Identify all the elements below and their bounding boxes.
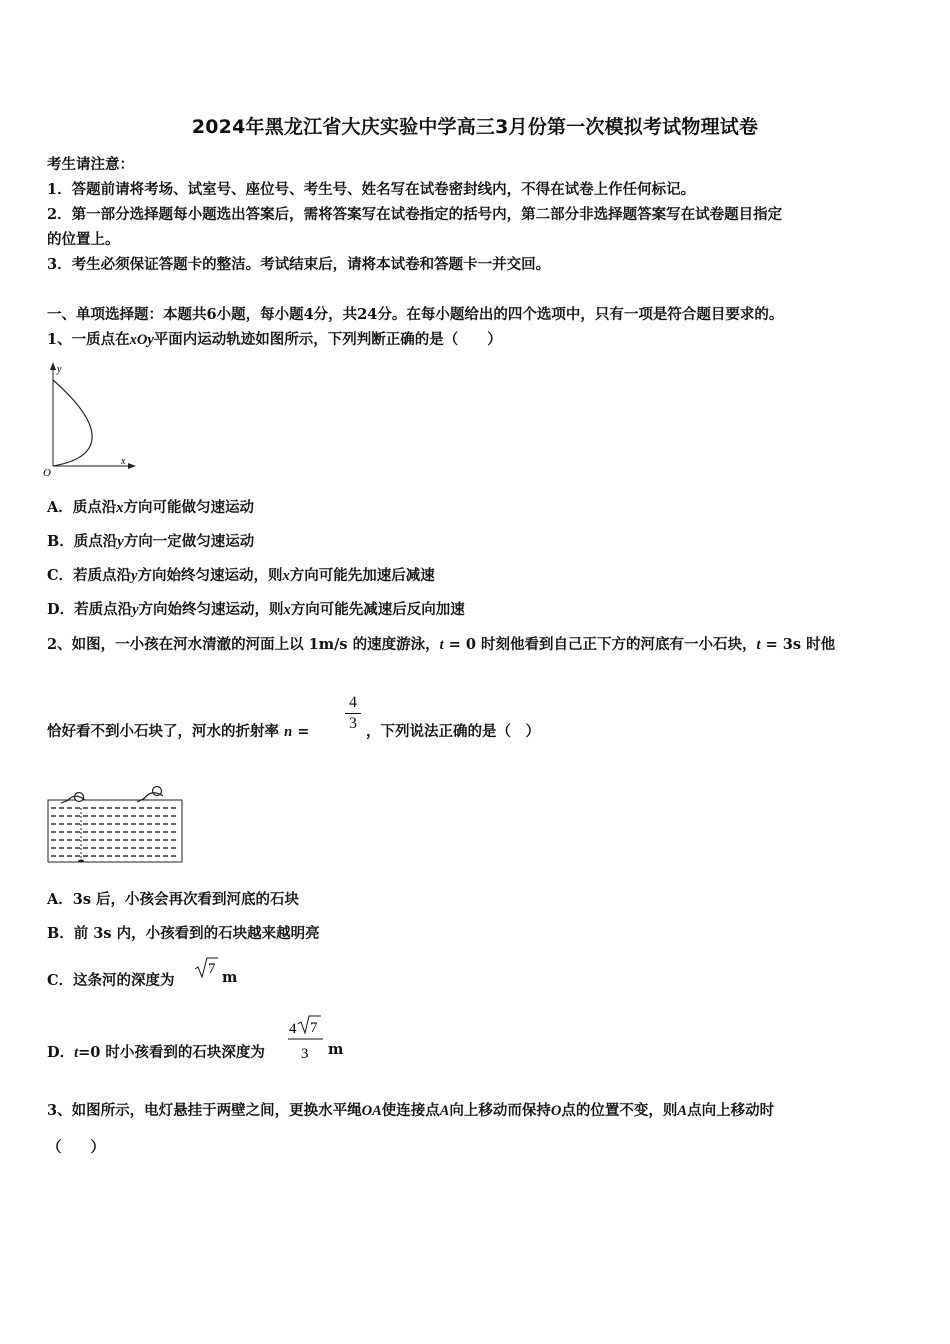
svg-text:7: 7 <box>208 961 216 977</box>
notice-item-3: 3．考生必须保证答题卡的整洁。考试结束后，请将本试卷和答题卡一并交回。 <box>47 256 551 273</box>
water-dashes <box>51 808 179 856</box>
x-axis-label: x <box>121 456 126 467</box>
notice-item-2: 2．第一部分选择题每小题选出答案后，需将答案写在试卷指定的括号内，第二部分非选择题答案写在试卷题目指定 <box>47 206 783 223</box>
q2-option-b: B．前 3s 内，小孩看到的石块越来越明亮 <box>47 925 320 942</box>
river-figure <box>45 778 185 866</box>
svg-text:4: 4 <box>289 1021 297 1037</box>
notice-item-2-cont: 的位置上。 <box>47 231 120 248</box>
y-axis-label: y <box>57 364 62 375</box>
svg-text:3: 3 <box>301 1046 309 1062</box>
q1-option-d: D．若质点沿y方向始终匀速运动，则x方向可能先减速后反向加速 <box>47 601 465 618</box>
q1-option-b: B．质点沿y方向一定做匀速运动 <box>47 533 255 550</box>
q2-option-d: D．t=0 时小孩看到的石块深度为 <box>47 1044 265 1061</box>
notice-heading: 考生请注意： <box>47 156 134 173</box>
refractive-index-fraction: 4 3 <box>345 694 361 733</box>
question-2-line-2-end: ，下列说法正确的是（ ） <box>366 723 540 740</box>
question-3-paren: （ ） <box>47 1139 105 1156</box>
notice-item-1: 1．答题前请将考场、试室号、座位号、考生号、姓名写在试卷密封线内，不得在试卷上作任何标记。 <box>47 181 696 198</box>
sqrt-sign-c <box>193 956 219 980</box>
q1-option-c: C．若质点沿y方向始终匀速运动，则x方向可能先加速后减速 <box>47 567 435 584</box>
q2-option-c: C．这条河的深度为 <box>47 972 175 989</box>
question-1: 1、一质点在xOy平面内运动轨迹如图所示，下列判断正确的是（ ） <box>47 331 502 348</box>
q2-option-c-unit: m <box>222 969 238 986</box>
question-2-line-1: 2、如图，一小孩在河水清澈的河面上以 1m/s 的速度游泳，t = 0 时刻他看到自己正下方的河底有一小石块，t = 3s 时他 <box>47 636 836 653</box>
stone-icon <box>78 860 84 863</box>
q2-option-a: A．3s 后，小孩会再次看到河底的石块 <box>47 891 300 908</box>
section-heading: 一、单项选择题：本题共6小题，每小题4分，共24分。在每小题给出的四个选项中，只有一项是符合题目要求的。 <box>47 306 784 323</box>
q1-option-a: A．质点沿x方向可能做匀速运动 <box>47 499 254 516</box>
q2-option-d-unit: m <box>328 1041 344 1058</box>
question-2-line-2: 恰好看不到小石块了，河水的折射率 n = <box>47 723 310 740</box>
question-3: 3、如图所示，电灯悬挂于两壁之间，更换水平绳OA使连接点A向上移动而保持O点的位置不变，则A点向上移动时 <box>47 1102 775 1119</box>
svg-text:7: 7 <box>310 1020 318 1036</box>
trajectory-figure <box>40 360 140 478</box>
origin-label: O <box>43 467 51 478</box>
depth-fraction <box>286 1014 326 1064</box>
page-title: 2024年黑龙江省大庆实验中学高三3月份第一次模拟考试物理试卷 <box>191 116 759 138</box>
swimmer-icon <box>61 793 85 804</box>
